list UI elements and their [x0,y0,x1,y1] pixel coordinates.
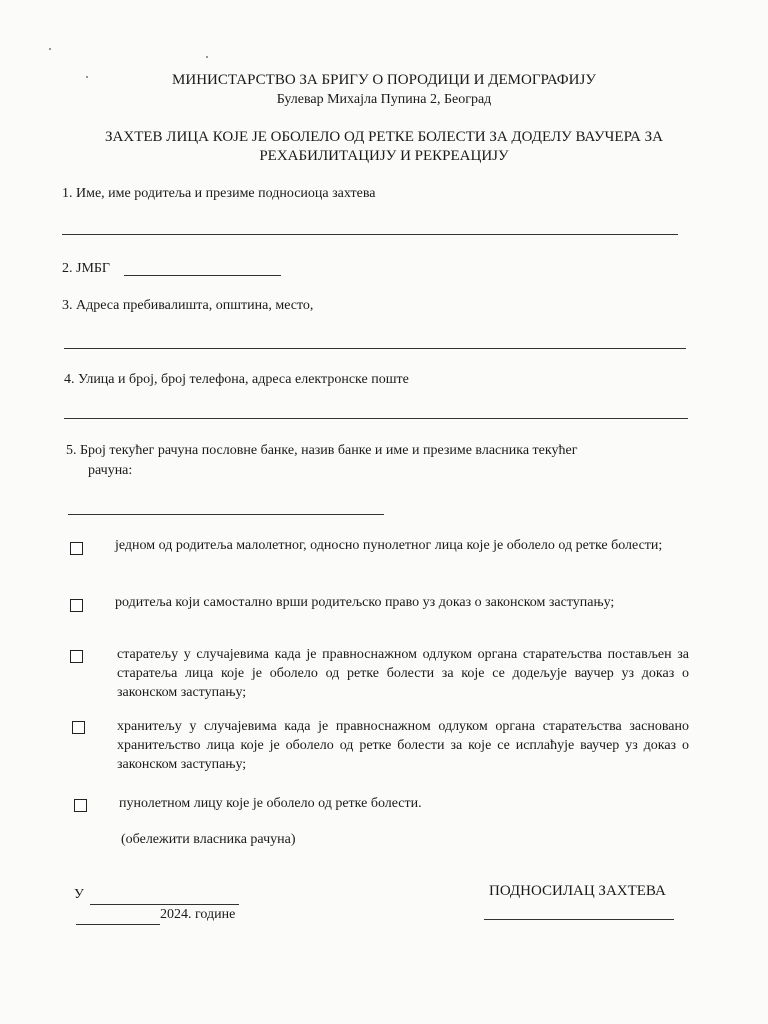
place-prefix: У [74,887,84,902]
date-input-line[interactable] [76,924,160,925]
signature-line[interactable] [484,919,674,920]
ministry-address: Булевар Михајла Пупина 2, Београд [276,92,492,107]
place-input-line[interactable] [90,904,239,905]
option-3-checkbox[interactable] [70,650,83,663]
field-3-input-line[interactable] [64,348,686,349]
ministry-name: МИНИСТАРСТВО ЗА БРИГУ О ПОРОДИЦИ И ДЕМОГРАФИЈУ [172,72,596,88]
account-owner-note: (обележити власника рачуна) [121,832,296,847]
option-4-label: хранитељу у случајевима када је правноснажном одлуком органа старатељства засновано хранитељство лица које је оболело од ретке болести за које се исплаћује ваучер уз доказ о законском заступању; [117,719,689,772]
field-4-input-line[interactable] [64,418,688,419]
option-1-checkbox[interactable] [70,542,83,555]
field-5-label-line2: рачуна: [88,463,133,478]
scan-speck [206,56,208,58]
form-title-line1: ЗАХТЕВ ЛИЦА КОЈЕ ЈЕ ОБОЛЕЛО ОД РЕТКЕ БОЛЕСТИ ЗА ДОДЕЛУ ВАУЧЕРА ЗА [105,129,663,145]
field-4-label: 4. Улица и број, број телефона, адреса електронске поште [64,372,409,387]
option-3-label: старатељу у случајевима када је правноснажном одлуком органа старатељства постављен за старатеља лица које је оболело од ретке болести за које се додељује ваучер уз доказ о законском заступању; [117,647,689,700]
option-5-checkbox[interactable] [74,799,87,812]
jmbg-input-line[interactable] [124,275,281,276]
option-5-label: пунолетном лицу које је оболело од ретке болести. [119,796,422,811]
field-2-label: 2. ЈМБГ [62,261,111,276]
signer-label: ПОДНОСИЛАЦ ЗАХТЕВА [489,883,666,899]
field-1-label: 1. Име, име родитеља и презиме подносиоца захтева [62,186,376,201]
option-4-checkbox[interactable] [72,721,85,734]
field-5-label-line1: 5. Број текућег рачуна пословне банке, назив банке и име и презиме власника текућег [66,443,578,458]
field-1-input-line[interactable] [62,234,678,235]
field-5-input-line[interactable] [68,514,384,515]
option-2-checkbox[interactable] [70,599,83,612]
field-3-label: 3. Адреса пребивалишта, општина, место, [62,298,314,313]
option-2-label: родитеља који самостално врши родитељско право уз доказ о законском заступању; [115,595,615,610]
form-title-line2: РЕХАБИЛИТАЦИЈУ И РЕКРЕАЦИЈУ [259,148,509,164]
option-1-label: једном од родитеља малолетног, односно пунолетног лица које је оболело од ретке болести; [115,538,663,553]
year-text: 2024. године [160,907,236,922]
scan-speck [49,48,51,50]
